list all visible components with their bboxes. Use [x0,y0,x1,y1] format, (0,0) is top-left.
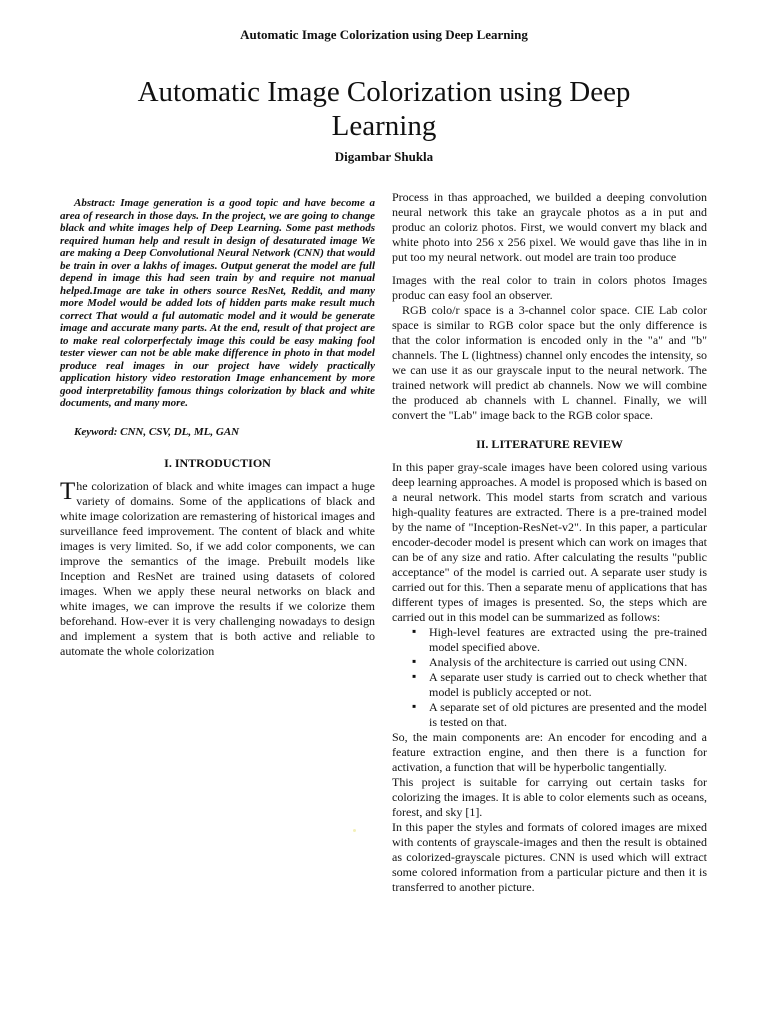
drop-cap: T [60,477,76,505]
scan-speck [353,829,356,832]
method-paragraph-2: Images with the real color to train in colors photos Images produc can easy fool an observer. [392,273,707,302]
abstract: Abstract: Image generation is a good topic and have become a area of research in those days. In the project, we are going to change black and white images help of Deep Learning. Some past methods required human help and result in design of desaturated image We are making a Deep Convolutional Neural Network (CNN) that would be train in over a lakhs of images. Output generat the model are full depend in image this had seen train by and require not manual helped.Image are take in others source ResNet, Reddit, and many more Model would be added lots of hidden parts make result much correct That would a ful automatic model and it would be generate image and accurate many parts. At the end, result of that project are to make real colorperfectaly image this could be easy making fool tester viewer can not be able make difference in photo in that model produce real images in our project have widely practically application history video restoration Image enhancement by more good interpretability famous things colorization by black and white documents, and many more. [60,197,375,409]
method-paragraph-3: RGB colo/r space is a 3-channel color space. CIE Lab color space is similar to RGB color space but the only difference is that the color information is encoded only in the "a" and "b" channels. The L (lightness) channel only encodes the intensity, so we can use it as our grayscale input to the neural network. The trained network will predict ab channels. Now we will combine the produced ab channels with L channel. Finally, we will convert the "Lab" image back to the RGB color space. [392,303,707,422]
right-column [392,190,707,895]
section-heading-introduction: I. INTRODUCTION [164,455,271,470]
introduction-text: he colorization of black and white images can impact a huge variety of domains. Some of the applications of black and white image colorization are remastering of historical images and surveillance feed improvement. The content of black and white images is very limited. So, if we add color components, we can improve the semantics of the image. Prebuilt models like Inception and ResNet are trained using datasets of colored images. When we apply these neural networks on black and white images, we can improve the results if we colorize them beforehand. How-ever it is very challenging nowadays to design and implement a system that is both active and reliable to automate the whole colorization [60,478,375,658]
method-paragraph-1: Process in thas approached, we builded a deeping convolution neural network this take an graycale photos as a in put and produc an coloriz photos. First, we would convert my black and white photo into 256 x 256 pixel. We would gave thas lihe in in put too my neural network. out model are train too produce [392,190,707,264]
paper-title: Automatic Image Colorization using Deep Learning [137,76,631,142]
literature-paragraph-4: In this paper the styles and formats of colored images are mixed with contents of grayscale-images and then the result is obtained as colorized-grayscale pictures. CNN is used which will extract some colored information from a particular picture and then it is transferred to another picture. [392,820,707,894]
list-item: ▪ High-level features are extracted using the pre-trained model specified above. [412,625,707,655]
steps-list [392,625,707,730]
introduction-paragraph [60,479,375,659]
list-item: ▪ Analysis of the architecture is carried out using CNN. [412,655,707,670]
list-item: ▪ A separate user study is carried out to check whether that model is publicly accepted or not. [412,670,707,700]
literature-paragraph-1: In this paper gray-scale images have been colored using various deep learning approaches. A model is proposed which is based on a neural network. This model starts from scratch and various high-quality features are extracted. There is a pre-trained model by the name of "Inception-ResNet-v2". In this paper, a particular encoder-decoder model is present which can work on images that can be of any size and ratio. After calculating the results "public acceptance" of the model is carried out. A separate user study is carried out for this. Then a separate menu of applications that has different types of images is presented. So, the steps which are carried out in this model can be summarized as follows: [392,460,707,624]
list-item: ▪ A separate set of old pictures are presented and the model is tested on that. [412,700,707,730]
literature-paragraph-3: This project is suitable for carrying out certain tasks for colorizing the images. It is able to color elements such as oceans, forest, and sky [1]. [392,775,707,819]
running-head: Automatic Image Colorization using Deep Learning [240,27,528,42]
keywords: Keyword: CNN, CSV, DL, ML, GAN [74,425,240,438]
author-name: Digambar Shukla [334,149,434,164]
literature-paragraph-2: So, the main components are: An encoder for encoding and a feature extraction engine, and then there is a function for activation, a function that will be hyperbolic tangentially. [392,730,707,774]
left-column [60,197,375,659]
section-heading-literature-review: II. LITERATURE REVIEW [476,437,623,451]
